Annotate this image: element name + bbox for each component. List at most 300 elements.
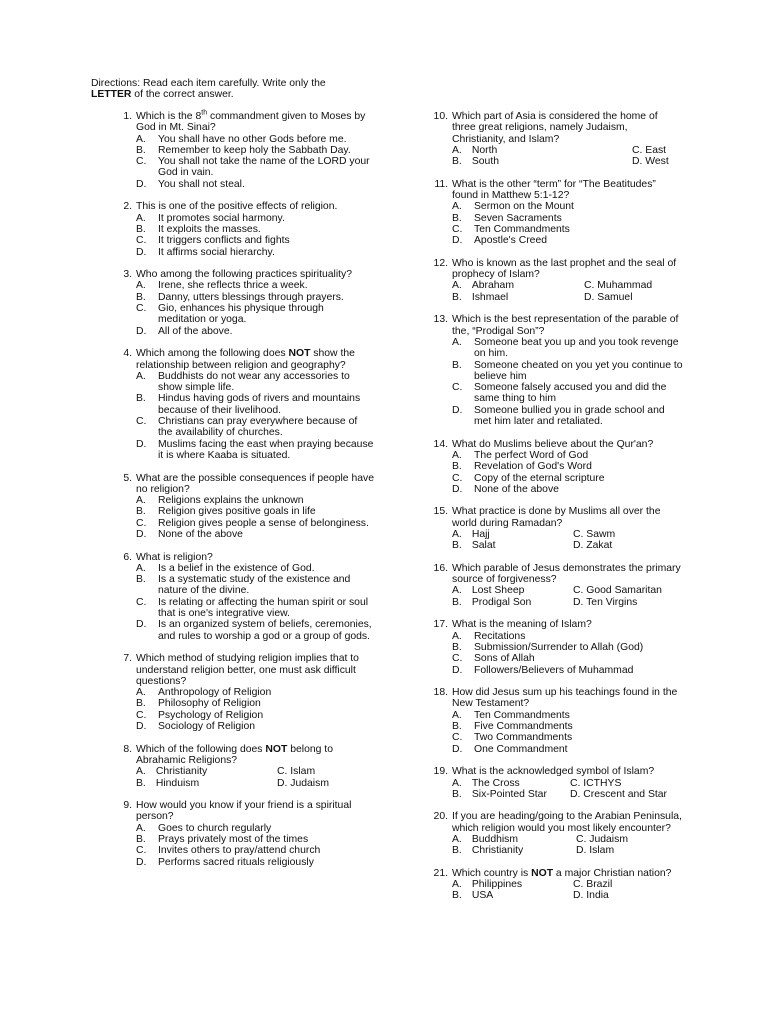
question-number: 8. <box>123 743 132 755</box>
answer-option <box>136 506 374 517</box>
option-letter: A. <box>136 133 146 145</box>
option-text: None of the above <box>158 528 243 540</box>
option-text: Apostle's Creed <box>474 235 548 247</box>
option-letter: A. <box>452 834 462 845</box>
answer-options <box>452 337 683 427</box>
option-letter: A. <box>136 370 146 382</box>
answer-option <box>136 179 374 190</box>
answer-option <box>136 439 374 462</box>
answer-option-row <box>452 778 683 789</box>
question-text: What is religion? <box>136 551 213 563</box>
answer-options <box>136 563 374 642</box>
answer-option <box>452 597 531 608</box>
question <box>428 111 683 167</box>
option-letter: D. <box>136 246 147 258</box>
answer-option <box>136 834 374 845</box>
answer-options <box>136 134 374 190</box>
answer-option-row <box>452 789 683 800</box>
answer-option: D. Islam <box>576 845 615 857</box>
answer-option <box>452 473 683 484</box>
question-number: 4. <box>123 348 132 360</box>
question-text: What practice is done by Muslims all over the world during Ramadan? <box>452 506 661 529</box>
option-text: Ishmael <box>471 291 509 303</box>
option-letter: D. <box>136 528 147 540</box>
option-letter: D. <box>452 664 463 676</box>
question-text: How would you know if your friend is a spiritual person? <box>136 800 352 823</box>
answer-option <box>452 484 683 495</box>
question <box>428 179 683 247</box>
question <box>112 473 374 541</box>
option-text: Goes to church regularly <box>158 822 272 834</box>
answer-option-row <box>452 845 683 856</box>
option-text: South <box>471 156 499 168</box>
answer-option-row <box>452 879 683 890</box>
answer-option <box>452 879 522 890</box>
option-letter: B. <box>452 359 462 371</box>
option-letter: B. <box>136 698 146 710</box>
option-text: One Commandment <box>474 743 568 755</box>
option-text: Philippines <box>471 879 523 891</box>
answer-options <box>452 710 683 755</box>
option-letter: B. <box>452 461 462 473</box>
answer-option <box>452 744 683 755</box>
option-text: Prodigal Son <box>471 596 532 608</box>
question-number: 11. <box>434 178 448 190</box>
question-number: 1. <box>123 111 132 122</box>
option-letter: B. <box>136 506 146 518</box>
question <box>112 744 374 789</box>
option-letter: C. <box>136 156 147 168</box>
answer-options <box>452 778 683 801</box>
option-letter: A. <box>136 562 146 574</box>
answer-option: D. Crescent and Star <box>570 788 668 800</box>
option-text: Philosophy of Religion <box>158 698 261 710</box>
option-text: Prays privately most of the times <box>158 834 309 845</box>
question-number: 13. <box>433 314 448 326</box>
answer-option <box>452 337 683 360</box>
answer-option <box>136 721 374 732</box>
option-text: It promotes social harmony. <box>158 212 285 224</box>
question <box>428 868 683 902</box>
option-letter: D. <box>452 743 463 755</box>
option-letter: A. <box>452 201 462 213</box>
question-number: 15. <box>433 506 448 518</box>
answer-option <box>452 461 683 472</box>
question-text: Which country is NOT a major Christian nation? <box>452 867 672 879</box>
option-text: Muslims facing the east when praying because it is where Kaaba is situated. <box>158 438 374 461</box>
answer-options <box>136 766 374 789</box>
answer-option <box>452 585 524 596</box>
answer-option-row <box>452 145 683 156</box>
option-text: Abraham <box>471 280 514 292</box>
option-text: Religion gives people a sense of belonginess. <box>158 517 369 529</box>
option-text: Religions explains the unknown <box>158 495 304 507</box>
answer-option <box>136 619 374 642</box>
answer-option <box>136 597 374 620</box>
option-text: Sociology of Religion <box>158 721 256 733</box>
answer-options <box>136 495 374 540</box>
answer-option <box>452 292 508 303</box>
answer-option <box>136 280 374 291</box>
option-text: Danny, utters blessings through prayers. <box>158 291 344 303</box>
answer-option <box>452 665 683 676</box>
answer-option: C. Good Samaritan <box>573 585 662 597</box>
answer-option <box>452 789 547 800</box>
question-number: 5. <box>123 472 132 484</box>
answer-option: D. Ten Virgins <box>573 596 638 608</box>
emphasis-not: NOT <box>288 348 311 360</box>
answer-option <box>136 857 374 868</box>
question-text: If you are heading/going to the Arabian Peninsula, which religion would you most likely encounter? <box>452 811 682 834</box>
option-text: Someone falsely accused you and did the same thing to him <box>474 382 667 405</box>
answer-option <box>452 382 683 405</box>
question-text: Which among the following does NOT show the relationship between religion and geography? <box>136 348 355 371</box>
option-text: All of the above. <box>158 325 233 337</box>
option-letter: C. <box>136 235 147 247</box>
answer-option: D. West <box>632 156 669 168</box>
answer-options <box>452 450 683 495</box>
question <box>112 348 374 461</box>
option-letter: B. <box>452 845 462 857</box>
option-letter: A. <box>136 822 146 834</box>
option-letter: D. <box>452 404 463 416</box>
option-letter: C. <box>452 653 463 665</box>
answer-option <box>136 778 199 789</box>
option-text: Five Commandments <box>474 721 573 733</box>
answer-option <box>452 201 683 212</box>
option-letter: A. <box>452 144 462 156</box>
answer-option <box>452 450 683 461</box>
question-text: Which is the 8th commandment given to Moses by God in Mt. Sinai? <box>136 109 366 134</box>
emphasis-not: NOT <box>531 867 554 879</box>
superscript: th <box>201 109 208 117</box>
option-text: Lost Sheep <box>471 585 525 597</box>
option-text: Gio, enhances his physique through meditation or yoga. <box>158 303 324 326</box>
answer-option <box>136 371 374 394</box>
option-letter: A. <box>452 336 462 348</box>
option-text: Hinduism <box>155 777 200 789</box>
answer-options <box>452 145 683 168</box>
option-letter: C. <box>136 709 147 721</box>
option-letter: B. <box>136 144 146 156</box>
option-text: Performs sacred rituals religiously <box>158 856 314 868</box>
option-text: Seven Sacraments <box>474 212 562 224</box>
answer-option <box>452 890 493 901</box>
left-column <box>112 111 374 879</box>
option-letter: B. <box>136 291 146 303</box>
option-text: Invites others to pray/attend church <box>158 845 321 857</box>
option-letter: B. <box>452 890 462 902</box>
question-number: 3. <box>123 269 132 281</box>
answer-option <box>136 563 374 574</box>
option-text: USA <box>471 890 494 902</box>
option-letter: D. <box>452 235 463 247</box>
answer-option-row <box>452 529 683 540</box>
option-text: Hajj <box>471 528 490 540</box>
answer-option <box>136 495 374 506</box>
answer-option-row <box>452 292 683 303</box>
option-text: Irene, she reflects thrice a week. <box>158 280 308 292</box>
option-text: Ten Commandments <box>474 223 570 235</box>
option-text: Revelation of God's Word <box>474 461 592 473</box>
option-letter: B. <box>452 540 462 552</box>
answer-option-row <box>452 597 683 608</box>
right-column <box>428 111 683 913</box>
answer-option: C. Brazil <box>573 879 613 891</box>
question-text: Which of the following does NOT belong to Abrahamic Religions? <box>136 743 333 766</box>
answer-option-row <box>452 585 683 596</box>
question <box>428 563 683 608</box>
answer-option: D. India <box>573 890 609 902</box>
question-number: 21. <box>433 867 448 879</box>
answer-options <box>452 585 683 608</box>
answer-option <box>452 732 683 743</box>
option-letter: A. <box>452 528 462 540</box>
option-letter: C. <box>452 732 463 744</box>
option-text: Religion gives positive goals in life <box>158 506 316 518</box>
answer-option: C. East <box>632 144 667 156</box>
option-letter: D. <box>452 483 463 495</box>
option-text: Remember to keep holy the Sabbath Day. <box>158 144 351 156</box>
answer-option <box>136 326 374 337</box>
answer-option <box>452 280 514 291</box>
option-text: Recitations <box>474 630 526 642</box>
answer-option <box>136 529 374 540</box>
answer-option <box>452 529 490 540</box>
answer-options <box>136 371 374 461</box>
option-text: Sermon on the Mount <box>474 201 574 213</box>
option-letter: A. <box>136 766 146 778</box>
answer-option <box>136 518 374 529</box>
answer-option: D. Zakat <box>573 540 613 552</box>
answer-option <box>136 145 374 156</box>
option-text: Two Commandments <box>474 732 573 744</box>
question-text: Who is known as the last prophet and the seal of prophecy of Islam? <box>452 257 677 281</box>
option-text: North <box>471 144 498 156</box>
question <box>112 201 374 257</box>
option-text: Is an organized system of beliefs, ceremonies, and rules to worship a god or a group of gods. <box>158 619 372 642</box>
question <box>112 552 374 642</box>
answer-option: D. Judaism <box>277 777 329 789</box>
question-number: 6. <box>123 551 132 563</box>
answer-option: C. Judaism <box>576 834 628 845</box>
question <box>428 258 683 303</box>
option-text: None of the above <box>474 483 559 495</box>
answer-option <box>136 213 374 224</box>
option-letter: A. <box>452 280 462 292</box>
answer-option: C. Islam <box>277 766 316 778</box>
option-text: Christianity <box>471 845 524 857</box>
question <box>112 800 374 868</box>
answer-options <box>452 834 683 857</box>
option-text: Sons of Allah <box>474 653 535 665</box>
answer-option: C. ICTHYS <box>570 777 622 789</box>
answer-option <box>452 834 518 845</box>
answer-option <box>136 823 374 834</box>
answer-options <box>452 631 683 676</box>
answer-option: C. Muhammad <box>584 280 653 292</box>
question <box>428 314 683 427</box>
answer-option <box>136 247 374 258</box>
option-letter: B. <box>452 788 462 800</box>
answer-option <box>136 574 374 597</box>
question-text: What is the acknowledged symbol of Islam? <box>452 766 655 778</box>
option-letter: C. <box>136 596 147 608</box>
question-text: What do Muslims believe about the Qur'an? <box>452 438 654 450</box>
answer-option <box>452 540 496 551</box>
option-text: Buddhism <box>471 834 519 845</box>
option-letter: D. <box>136 438 147 450</box>
question <box>428 439 683 495</box>
option-text: Someone beat you up and you took revenge on him. <box>474 336 679 360</box>
option-letter: A. <box>136 495 146 507</box>
answer-option <box>452 642 683 653</box>
answer-option-row <box>452 834 683 845</box>
question <box>112 269 374 337</box>
answer-option <box>452 710 683 721</box>
question <box>428 619 683 675</box>
answer-option-row <box>136 766 374 777</box>
answer-option <box>136 687 374 698</box>
answer-option <box>136 710 374 721</box>
answer-option <box>452 653 683 664</box>
option-letter: B. <box>136 393 146 405</box>
question-number: 2. <box>123 201 132 213</box>
answer-option <box>452 224 683 235</box>
option-text: Christianity <box>155 766 208 778</box>
option-letter: D. <box>136 325 147 337</box>
option-letter: B. <box>136 223 146 235</box>
answer-option <box>452 213 683 224</box>
question-text: Which is the best representation of the parable of the, “Prodigal Son”? <box>452 314 679 337</box>
question-number: 18. <box>433 687 448 699</box>
answer-options <box>136 213 374 258</box>
option-letter: B. <box>452 156 462 168</box>
option-letter: B. <box>136 834 146 845</box>
option-letter: D. <box>136 856 147 868</box>
option-text: You shall not take the name of the LORD your God in vain. <box>158 156 370 179</box>
answer-option: D. Samuel <box>584 291 633 303</box>
answer-option <box>452 778 520 789</box>
question-text: Which method of studying religion implies that to understand religion better, one must ask difficult questions? <box>136 653 359 687</box>
question-text: This is one of the positive effects of religion. <box>136 201 338 213</box>
option-letter: A. <box>452 709 462 721</box>
option-letter: B. <box>452 721 462 733</box>
question-number: 14. <box>433 438 448 450</box>
option-text: Someone cheated on you yet you continue to believe him <box>474 359 683 382</box>
option-text: Ten Commandments <box>474 709 570 721</box>
answer-options <box>136 687 374 732</box>
option-letter: C. <box>452 223 463 235</box>
option-text: Hindus having gods of rivers and mountains because of their livelihood. <box>158 393 361 416</box>
answer-option <box>452 631 683 642</box>
answer-option <box>452 360 683 383</box>
answer-option-row <box>452 890 683 901</box>
question <box>112 653 374 732</box>
answer-option-row <box>452 156 683 167</box>
answer-option <box>452 405 683 428</box>
answer-option <box>136 303 374 326</box>
option-letter: C. <box>136 416 147 428</box>
option-letter: A. <box>452 879 462 891</box>
question-text: Which part of Asia is considered the home of three great religions, namely Judaism, Christianity, and Islam? <box>452 111 658 145</box>
option-text: Copy of the eternal scripture <box>474 472 605 484</box>
directions-line-1: Directions: Read each item carefully. Write only the <box>91 78 326 89</box>
directions <box>91 78 391 101</box>
answer-option <box>452 145 497 156</box>
option-text: It triggers conflicts and fights <box>158 235 290 247</box>
option-letter: A. <box>452 630 462 642</box>
answer-options <box>452 529 683 552</box>
option-letter: D. <box>136 721 147 733</box>
option-letter: C. <box>452 382 463 394</box>
option-letter: C. <box>136 845 147 857</box>
question-text: What is the other “term” for “The Beatitudes” found in Matthew 5:1-12? <box>452 178 656 202</box>
option-letter: B. <box>452 641 462 653</box>
answer-option-row <box>136 778 374 789</box>
option-letter: B. <box>452 596 462 608</box>
directions-bold-letter: LETTER <box>91 89 132 101</box>
answer-option <box>452 235 683 246</box>
option-text: Psychology of Religion <box>158 709 264 721</box>
answer-option <box>136 134 374 145</box>
answer-option <box>136 235 374 246</box>
option-letter: B. <box>136 777 146 789</box>
question <box>428 687 683 755</box>
question-number: 16. <box>433 562 448 574</box>
answer-option <box>452 845 523 856</box>
option-text: Is a systematic study of the existence and nature of the divine. <box>158 574 351 597</box>
answer-option <box>136 416 374 439</box>
option-text: Someone bullied you in grade school and met him later and retaliated. <box>474 404 665 428</box>
answer-option <box>452 721 683 732</box>
answer-option: C. Sawm <box>573 528 616 540</box>
question-number: 9. <box>123 800 132 812</box>
option-letter: A. <box>136 280 146 292</box>
directions-line-2 <box>91 89 391 100</box>
question-text: Who among the following practices spirituality? <box>136 269 352 281</box>
option-letter: A. <box>452 449 462 461</box>
question <box>428 766 683 800</box>
option-letter: A. <box>136 212 146 224</box>
question-number: 20. <box>433 811 448 823</box>
question-text: What is the meaning of Islam? <box>452 619 592 631</box>
question-text: Which parable of Jesus demonstrates the primary source of forgiveness? <box>452 562 681 586</box>
question-text: What are the possible consequences if people have no religion? <box>136 472 374 495</box>
option-text: The perfect Word of God <box>474 449 589 461</box>
option-letter: B. <box>452 212 462 224</box>
option-letter: C. <box>136 303 147 315</box>
option-text: It exploits the masses. <box>158 223 261 235</box>
option-text: The Cross <box>471 777 520 789</box>
option-letter: A. <box>136 687 146 699</box>
question <box>428 811 683 856</box>
option-letter: B. <box>452 291 462 303</box>
answer-options <box>452 201 683 246</box>
question-number: 17. <box>433 619 448 631</box>
question-number: 7. <box>123 653 132 665</box>
option-letter: A. <box>452 777 462 789</box>
option-letter: A. <box>452 585 462 597</box>
answer-option <box>136 393 374 416</box>
directions-rest: of the correct answer. <box>131 89 234 101</box>
answer-option <box>136 698 374 709</box>
answer-options <box>136 823 374 868</box>
option-letter: D. <box>136 619 147 631</box>
option-text: It affirms social hierarchy. <box>158 246 275 258</box>
option-text: Is relating or affecting the human spirit or soul that is one's integrative view. <box>158 596 369 620</box>
answer-option <box>136 845 374 856</box>
